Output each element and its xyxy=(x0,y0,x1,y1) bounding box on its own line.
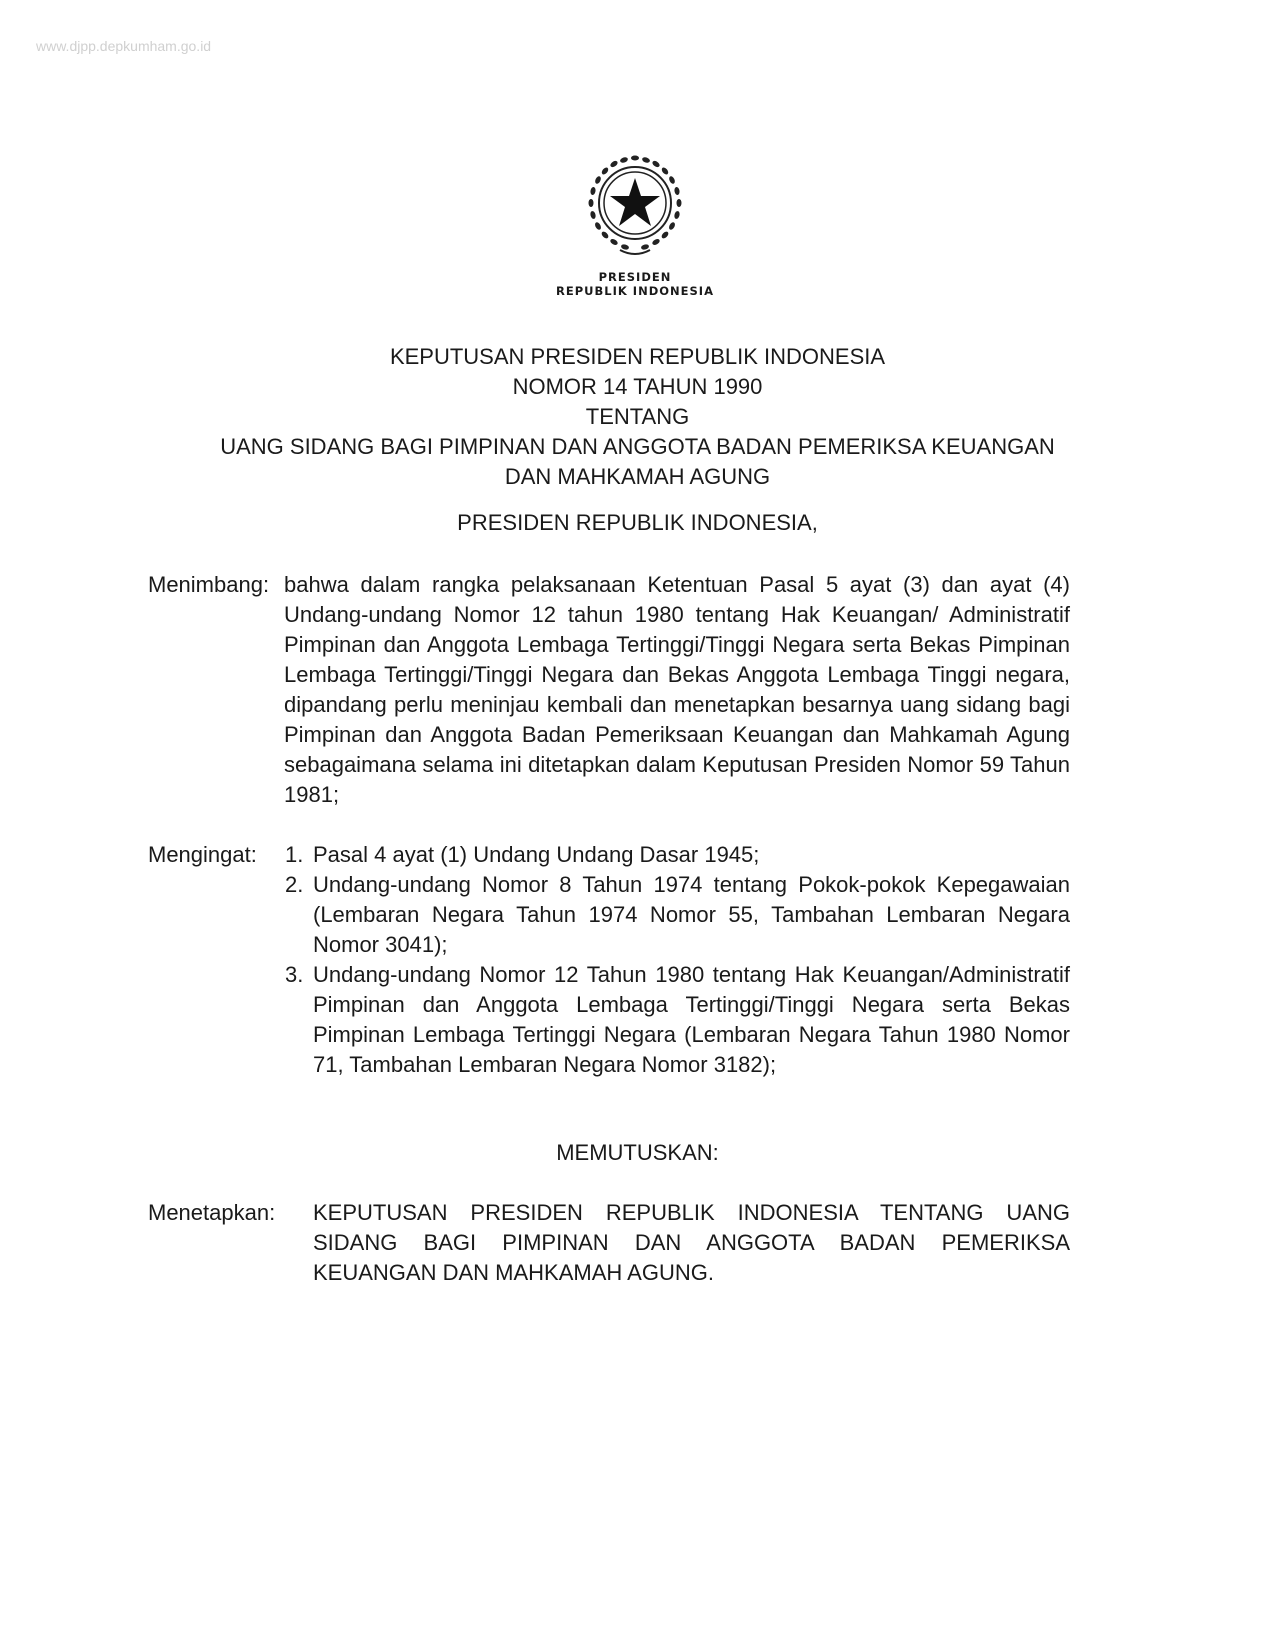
presidential-emblem-icon xyxy=(580,150,690,260)
memutuskan-heading: MEMUTUSKAN: xyxy=(556,1140,719,1165)
mengingat-item-3-text: Undang-undang Nomor 12 Tahun 1980 tentang Hak Keuangan/Administratif Pimpinan dan Anggota Lembaga Tertinggi/Tinggi Negara serta Bekas Pimpinan Lembaga Tertinggi Negara (Lembaran Negara Tahun 1980 Nomor 71, Tambahan Lembaran Negara Nomor 3182); xyxy=(313,962,1070,1077)
menimbang-text: bahwa dalam rangka pelaksanaan Ketentuan Pasal 5 ayat (3) dan ayat (4) Undang-undang Nomor 12 tahun 1980 tentang Hak Keuangan/ Administratif Pimpinan dan Anggota Lembaga Tertinggi/Tinggi Negara serta Bekas Pimpinan Lembaga Tertinggi/Tinggi Negara dan Bekas Anggota Lembaga Tinggi negara, dipandang perlu meninjau kembali dan menetapkan besarnya uang sidang bagi Pimpinan dan Anggota Badan Pemeriksaan Keuangan dan Mahkamah Agung sebagaimana selama ini ditetapkan dalam Keputusan Presiden Nomor 59 Tahun 1981; xyxy=(284,572,1070,807)
watermark-url: www.djpp.depkumham.go.id xyxy=(36,38,212,54)
document-title xyxy=(150,342,1125,492)
mengingat-label: Mengingat: xyxy=(148,842,257,867)
mengingat-item-1-number: 1. xyxy=(285,842,304,867)
title-line-5: DAN MAHKAMAH AGUNG xyxy=(504,464,771,489)
mengingat-item-2-number: 2. xyxy=(285,872,304,897)
menimbang-label: Menimbang: xyxy=(148,572,270,597)
emblem-caption xyxy=(540,270,730,298)
menetapkan-label: Menetapkan: xyxy=(148,1200,276,1225)
mengingat-item-1-text: Pasal 4 ayat (1) Undang Undang Dasar 1945; xyxy=(313,842,760,867)
mengingat-item-3-number: 3. xyxy=(285,962,304,987)
title-line-1: KEPUTUSAN PRESIDEN REPUBLIK INDONESIA xyxy=(389,344,886,369)
emblem-caption-line1: PRESIDEN xyxy=(598,270,672,284)
title-line-4: UANG SIDANG BAGI PIMPINAN DAN ANGGOTA BADAN PEMERIKSA KEUANGAN xyxy=(220,434,1055,459)
title-line-2: NOMOR 14 TAHUN 1990 xyxy=(512,374,763,399)
mengingat-item-2-text: Undang-undang Nomor 8 Tahun 1974 tentang Pokok-pokok Kepegawaian (Lembaran Negara Tahun 1974 Nomor 55, Tambahan Lembaran Negara Nomor 3041); xyxy=(313,872,1070,957)
title-line-3: TENTANG xyxy=(585,404,690,429)
president-line: PRESIDEN REPUBLIK INDONESIA, xyxy=(457,510,818,535)
emblem-caption-line2: REPUBLIK INDONESIA xyxy=(556,284,714,298)
menetapkan-text: KEPUTUSAN PRESIDEN REPUBLIK INDONESIA TENTANG UANG SIDANG BAGI PIMPINAN DAN ANGGOTA BADAN PEMERIKSA KEUANGAN DAN MAHKAMAH AGUNG. xyxy=(313,1200,1070,1285)
